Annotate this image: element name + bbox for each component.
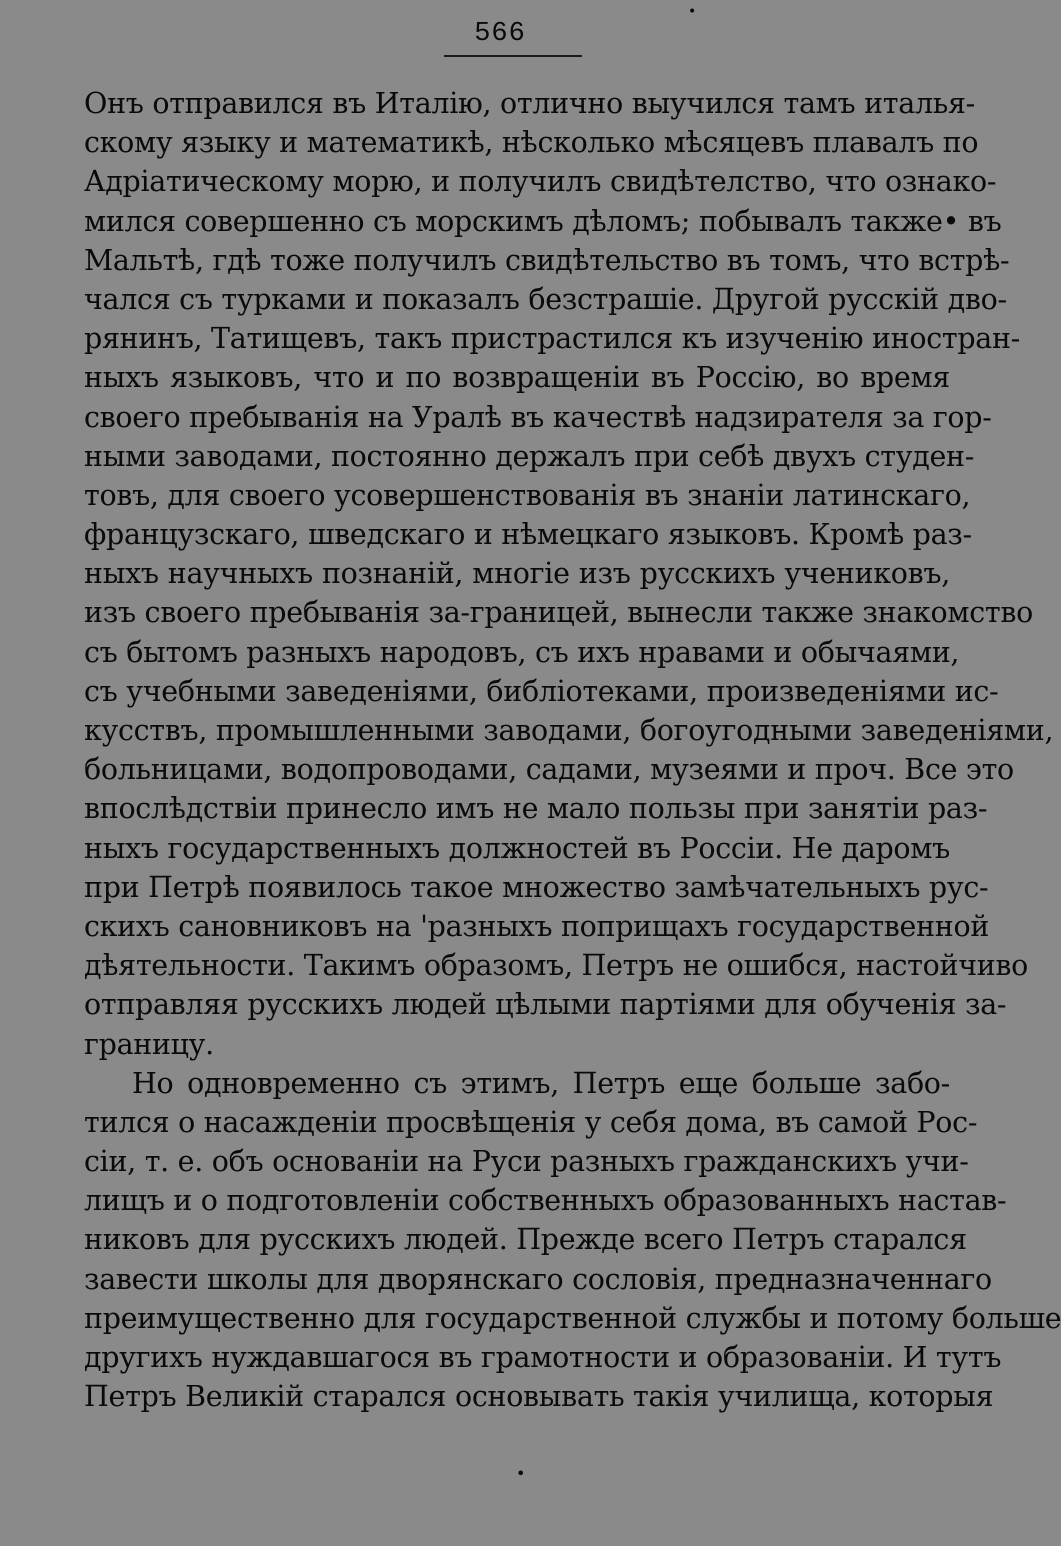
text-line: товъ, для своего усовершенствованія въ знаніи латинскаго, [84, 478, 971, 512]
ink-speck-mark: • [688, 4, 697, 20]
text-line: никовъ для русскихъ людей. Прежде всего Петръ старался [84, 1223, 967, 1257]
text-line: кусствъ, промышленными заводами, богоугодными заведеніями, [84, 714, 1054, 747]
ink-speck-mark: • [516, 1464, 526, 1483]
text-line: съ бытомъ разныхъ народовъ, съ ихъ нравами и обычаями, [84, 635, 960, 669]
text-line: границу. [84, 1027, 214, 1061]
text-line: завести школы для дворянскаго сословія, предназначеннаго [84, 1262, 992, 1296]
text-line: впослѣдствіи принесло имъ не мало пользы при занятіи раз- [84, 792, 988, 826]
text-line: скихъ сановниковъ на 'разныхъ поприщахъ государственной [84, 909, 990, 943]
text-line: чался съ турками и показалъ безстрашіе. Другой русскій дво- [84, 282, 1007, 316]
text-line: Но одновременно съ этимъ, Петръ еще больше забо- [132, 1066, 950, 1100]
text-line: другихъ нуждавшагося въ грамотности и образованіи. И тутъ [84, 1341, 1002, 1374]
text-line: ными заводами, постоянно держалъ при себѣ двухъ студен- [84, 439, 975, 473]
text-line: мился совершенно съ морскимъ дѣломъ; побывалъ также• въ [84, 204, 1002, 238]
text-line: рянинъ, Татищевъ, такъ пристрастился къ изученію иностран- [84, 322, 1021, 356]
text-line: отправляя русскихъ людей цѣлыми партіями для обученія за- [84, 988, 1007, 1022]
text-line: Онъ отправился въ Италію, отлично выучился тамъ италья- [84, 87, 975, 120]
page-number: 566 [474, 19, 526, 49]
page-number-underline [444, 55, 582, 57]
text-line: Мальтѣ, гдѣ тоже получилъ свидѣтельство въ томъ, что встрѣ- [84, 243, 1010, 277]
text-line: съ учебными заведеніями, библіотеками, произведеніями ис- [84, 674, 999, 708]
text-line: ныхъ языковъ, что и по возвращеніи въ Россію, во время [84, 361, 950, 395]
paragraph-1 [84, 84, 1054, 1064]
text-line: ныхъ научныхъ познаній, многіе изъ русскихъ учениковъ, [84, 557, 950, 591]
text-line: дѣятельности. Такимъ образомъ, Петръ не ошибся, настойчиво [84, 949, 1029, 983]
text-line: Адріатическому морю, и получилъ свидѣтелство, что ознако- [84, 165, 997, 199]
text-line: при Петрѣ появилось такое множество замѣчательныхъ рус- [84, 870, 989, 904]
text-line: тился о насажденіи просвѣщенія у себя дома, въ самой Рос- [84, 1105, 978, 1139]
text-line: больницами, водопроводами, садами, музеями и проч. Все это [84, 753, 1014, 787]
text-line: Петръ Великій старался основывать такія училища, которыя [84, 1380, 994, 1414]
text-line: сіи, т. е. объ основаніи на Руси разныхъ гражданскихъ учи- [84, 1145, 969, 1179]
text-line: преимущественно для государственной службы и потому больше [84, 1301, 1061, 1335]
text-line: французскаго, шведскаго и нѣмецкаго языковъ. Кромѣ раз- [84, 518, 972, 552]
text-line: изъ своего пребыванія за-границей, вынесли также знакомство [84, 596, 1034, 630]
text-line: скому языку и математикѣ, нѣсколько мѣсяцевъ плавалъ по [84, 126, 979, 160]
text-line: своего пребыванія на Уралѣ въ качествѣ надзирателя за гор- [84, 400, 992, 434]
text-line: ныхъ государственныхъ должностей въ Россіи. Не даромъ [84, 831, 950, 865]
text-line: лищъ и о подготовленіи собственныхъ образованныхъ настав- [84, 1184, 1007, 1218]
body-text [84, 84, 1061, 1416]
paragraph-2 [84, 1064, 1061, 1417]
